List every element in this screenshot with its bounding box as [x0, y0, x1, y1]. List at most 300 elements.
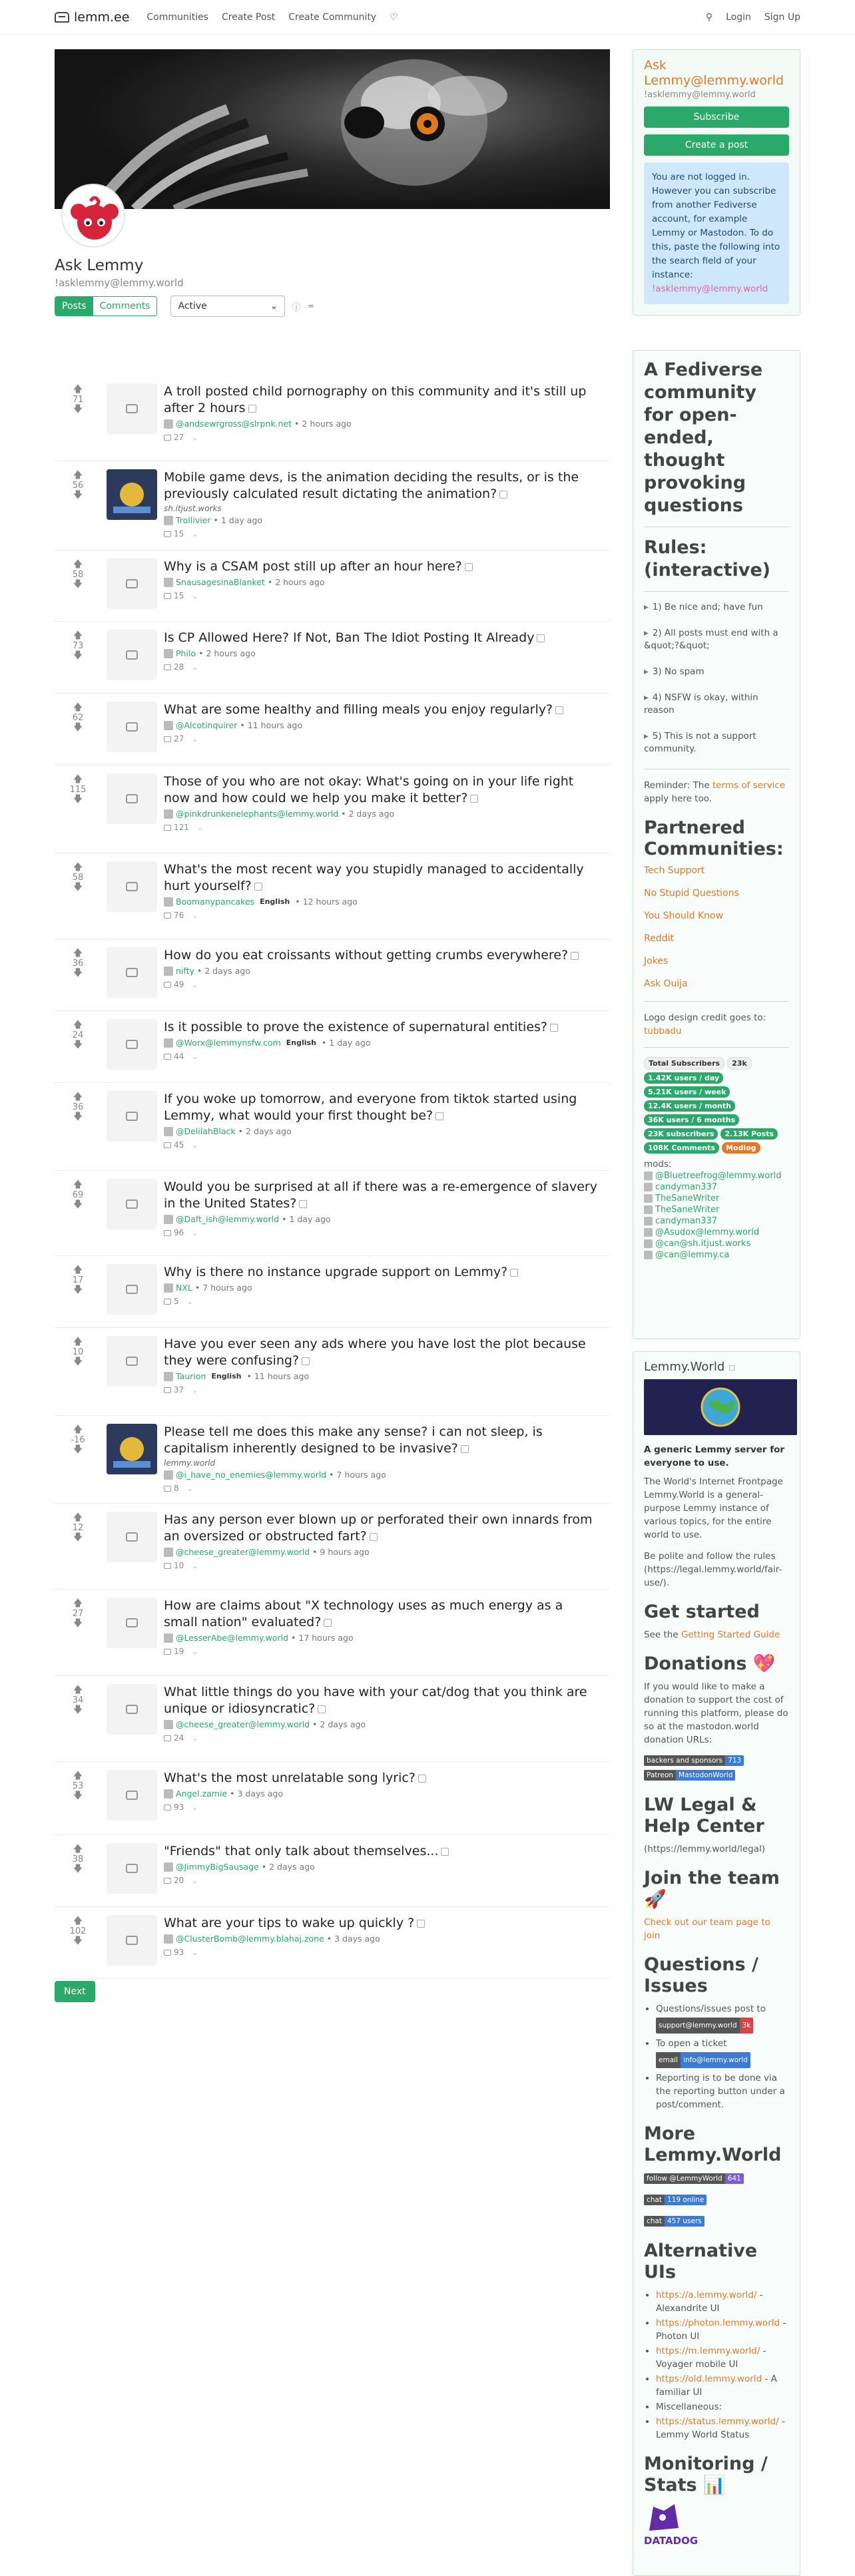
comments-link[interactable]	[164, 1140, 184, 1150]
vote-box	[68, 1092, 88, 1122]
alt-ui-link[interactable]: https://old.lemmy.world	[656, 2374, 762, 2384]
join-team-link[interactable]: Check out our team page to join	[644, 1917, 770, 1941]
expand-icon[interactable]	[418, 1775, 426, 1783]
post-title[interactable]	[164, 630, 599, 646]
upvote-icon[interactable]: 🡅	[73, 384, 83, 395]
downvote-icon[interactable]: 🡇	[73, 794, 83, 805]
subscriber-badge	[644, 1057, 789, 1070]
post-actions	[164, 734, 599, 744]
more-heading: More Lemmy.World	[644, 2123, 782, 2165]
post-item	[55, 939, 610, 1011]
upvote-icon[interactable]: 🡅	[73, 702, 83, 713]
post-title-text: Is CP Allowed Here? If Not, Ban The Idiot Posting It Already	[164, 630, 535, 645]
post-author-link[interactable]: Boomanypancakes	[176, 897, 255, 907]
comments-link[interactable]	[164, 823, 189, 832]
post-thumbnail[interactable]	[107, 1684, 157, 1735]
more-actions-icon[interactable]: ⌄	[192, 1140, 198, 1150]
navbar	[0, 0, 855, 35]
downvote-icon[interactable]: 🡇	[73, 1532, 83, 1543]
comments-link[interactable]	[164, 1385, 184, 1395]
vote-score: 102	[69, 1926, 87, 1936]
post-actions	[164, 1228, 599, 1237]
expand-icon[interactable]	[254, 883, 262, 891]
posts-toggle-button[interactable]: Posts	[55, 297, 93, 316]
mod-item[interactable]	[644, 1205, 789, 1215]
more-actions-icon[interactable]: ⌄	[192, 1385, 198, 1395]
partner-link[interactable]: No Stupid Questions	[644, 888, 739, 899]
backers-badge-label: backers and sponsors	[644, 1755, 725, 1766]
post-title[interactable]	[164, 947, 599, 964]
avatar	[644, 1239, 653, 1248]
sidebar-community-handle: !asklemmy@lemmy.world	[644, 90, 756, 100]
post-time: 3 days ago	[334, 1934, 380, 1944]
post-title[interactable]	[164, 1598, 599, 1631]
text-post-icon	[126, 650, 138, 660]
post-author-link[interactable]: @Daft_ish@lemmy.world	[176, 1214, 280, 1224]
post-title[interactable]	[164, 1770, 599, 1787]
rss-icon[interactable]: ≖	[307, 301, 315, 312]
post-body	[164, 1598, 599, 1656]
post-item	[55, 1011, 610, 1083]
post-author-link[interactable]: Angel.zamie	[176, 1789, 228, 1799]
post-meta	[164, 1283, 599, 1293]
post-author-link[interactable]: @JimmyBigSausage	[176, 1862, 259, 1872]
downvote-icon[interactable]: 🡇	[73, 1864, 83, 1874]
comments-link[interactable]	[164, 1228, 184, 1237]
expand-icon[interactable]	[550, 1024, 558, 1032]
post-title[interactable]	[164, 1684, 599, 1717]
alt-ui-link[interactable]: https://m.lemmy.world/	[656, 2346, 760, 2356]
expand-icon[interactable]	[248, 405, 256, 413]
post-item	[55, 1676, 610, 1762]
post-thumbnail[interactable]	[107, 1915, 157, 1966]
more-actions-icon[interactable]: ⌄	[192, 662, 198, 672]
post-actions	[164, 1733, 599, 1743]
upvote-icon[interactable]: 🡅	[73, 862, 83, 873]
post-title[interactable]	[164, 702, 599, 718]
post-author-link[interactable]: @DelilahBlack	[176, 1126, 236, 1136]
post-author-link[interactable]: @Alcotinquirer	[176, 720, 238, 730]
downvote-icon[interactable]: 🡇	[73, 1705, 83, 1715]
questions-list	[644, 2002, 789, 2111]
post-title[interactable]	[164, 1264, 599, 1281]
expand-icon[interactable]	[370, 1533, 378, 1541]
post-thumbnail[interactable]	[107, 1336, 157, 1387]
post-thumbnail[interactable]	[107, 1512, 157, 1562]
avatar	[644, 1183, 653, 1191]
post-title[interactable]	[164, 1091, 599, 1124]
post-title[interactable]	[164, 1179, 599, 1212]
rule-item[interactable]: ▸ 5) This is not a support community.	[644, 730, 789, 755]
post-time: 2 hours ago	[302, 419, 352, 429]
rule-item[interactable]: ▸ 3) No spam	[644, 666, 789, 678]
comments-link[interactable]	[164, 1803, 184, 1812]
mod-item[interactable]	[644, 1239, 789, 1249]
post-title[interactable]	[164, 1424, 599, 1457]
subscribe-button[interactable]: Subscribe	[644, 107, 789, 128]
post-actions	[164, 1140, 599, 1150]
avatar	[164, 897, 173, 907]
post-thumbnail[interactable]	[107, 383, 157, 434]
more-actions-icon[interactable]: ⌄	[192, 1948, 198, 1957]
chat-badge-label: chat	[644, 2216, 665, 2227]
avatar	[164, 1215, 173, 1224]
comments-link[interactable]	[164, 1297, 179, 1306]
more-actions-icon[interactable]: ⌄	[192, 1803, 198, 1812]
downvote-icon[interactable]: 🡇	[73, 490, 83, 501]
post-author-link[interactable]: @cheese_greater@lemmy.world	[176, 1719, 310, 1729]
help-icon[interactable]: ⓘ	[292, 302, 301, 313]
vote-score: 73	[72, 641, 84, 651]
avatar	[164, 1789, 173, 1799]
post-title[interactable]	[164, 1512, 599, 1545]
mod-item[interactable]	[644, 1216, 789, 1226]
post-title-text: Is it possible to prove the existence of supernatural entities?	[164, 1020, 547, 1034]
upvote-icon[interactable]: 🡅	[73, 1020, 83, 1030]
post-domain[interactable]: lemmy.world	[164, 1458, 216, 1468]
alt-ui-desc: - Lemmy World Status	[656, 2416, 785, 2440]
downvote-icon[interactable]: 🡇	[73, 404, 83, 415]
logo-credit-user-link[interactable]: tubbadu	[644, 1026, 682, 1036]
post-thumbnail[interactable]	[107, 947, 157, 998]
comment-count: 20	[174, 1876, 184, 1885]
post-title-text: What's the most unrelatable song lyric?	[164, 1771, 416, 1785]
expand-icon[interactable]	[555, 706, 563, 714]
comments-link[interactable]	[164, 734, 184, 744]
expand-icon[interactable]	[441, 1848, 449, 1856]
post-body	[164, 861, 599, 920]
avatar	[164, 809, 173, 819]
divider	[644, 1047, 789, 1048]
post-author-link[interactable]: @i_have_no_enemies@lemmy.world	[176, 1470, 327, 1480]
upvote-icon[interactable]: 🡅	[73, 1424, 83, 1435]
notice-handle-link[interactable]: !asklemmy@lemmy.world	[652, 284, 768, 294]
post-meta	[164, 809, 599, 819]
post-meta	[164, 1633, 599, 1643]
expand-icon[interactable]	[571, 952, 579, 960]
post-body	[164, 1019, 599, 1061]
post-author-link[interactable]: Philo	[176, 648, 196, 658]
downvote-icon[interactable]: 🡇	[73, 882, 83, 893]
more-actions-icon[interactable]: ⌄	[192, 1561, 198, 1570]
post-body	[164, 630, 599, 672]
post-author-link[interactable]: SnausagesinaBlanket	[176, 577, 265, 587]
downvote-icon[interactable]: 🡇	[73, 1199, 83, 1210]
post-thumbnail[interactable]	[107, 1843, 157, 1894]
upvote-icon[interactable]: 🡅	[73, 1916, 83, 1926]
more-actions-icon[interactable]: ⌄	[192, 1647, 198, 1656]
expand-icon[interactable]	[461, 1445, 469, 1453]
downvote-icon[interactable]: 🡇	[73, 1040, 83, 1050]
post-author-link[interactable]: Taurion	[176, 1371, 206, 1381]
more-actions-icon[interactable]: ⌄	[192, 1052, 198, 1061]
create-post-button[interactable]: Create a post	[644, 134, 789, 156]
post-time: 12 hours ago	[302, 897, 358, 907]
partner-link[interactable]: Jokes	[644, 956, 669, 966]
comments-link[interactable]	[164, 980, 184, 989]
post-author-link[interactable]: nifty	[176, 966, 194, 976]
login-link[interactable]: Login	[726, 11, 751, 23]
modlog-badge[interactable]: Modlog	[722, 1142, 760, 1154]
mod-item[interactable]	[644, 1250, 789, 1260]
nav-create-community-link[interactable]: Create Community	[288, 11, 377, 23]
upvote-icon[interactable]: 🡅	[73, 948, 83, 959]
comments-link[interactable]	[164, 591, 184, 600]
chat-badge[interactable]	[644, 2195, 707, 2205]
more-actions-icon[interactable]: ⌄	[196, 823, 204, 832]
post-author-link[interactable]: NXL	[176, 1283, 192, 1293]
post-title[interactable]	[164, 1336, 599, 1369]
support-badge[interactable]	[656, 2018, 753, 2034]
post-title-text: Have you ever seen any ads where you have lost the plot because they were confusing?	[164, 1337, 586, 1368]
partner-link[interactable]: You Should Know	[644, 911, 724, 921]
comments-link[interactable]	[164, 911, 184, 920]
legal-link[interactable]: (https://lemmy.world/legal)	[644, 1844, 766, 1854]
alt-ui-link[interactable]: https://a.lemmy.world/	[656, 2290, 757, 2300]
partnered-heading: Partnered Communities:	[644, 817, 784, 859]
instance-title[interactable]	[644, 1360, 789, 1374]
text-post-icon	[126, 882, 138, 891]
mod-item[interactable]	[644, 1171, 789, 1181]
downvote-icon[interactable]: 🡇	[73, 1112, 83, 1122]
post-item	[55, 765, 610, 853]
next-page-button[interactable]: Next	[55, 1981, 95, 2002]
upvote-icon[interactable]: 🡅	[73, 470, 83, 481]
post-meta	[164, 577, 599, 587]
downvote-icon[interactable]: 🡇	[73, 1444, 83, 1455]
heart-icon[interactable]: ♡	[390, 11, 398, 23]
mod-name: candyman337	[655, 1182, 717, 1192]
expand-icon[interactable]	[318, 1705, 326, 1713]
downvote-icon[interactable]: 🡇	[73, 722, 83, 733]
post-thumbnail[interactable]	[107, 558, 157, 609]
sidebar-community-title[interactable]: Ask Lemmy@lemmy.world	[644, 58, 784, 88]
post-title[interactable]	[164, 383, 599, 417]
downvote-icon[interactable]: 🡇	[73, 650, 83, 661]
expand-icon[interactable]	[510, 1269, 518, 1277]
post-meta	[164, 1862, 599, 1872]
partner-link[interactable]: Tech Support	[644, 865, 705, 876]
post-title[interactable]	[164, 558, 599, 575]
comment-count: 37	[174, 1385, 184, 1395]
upvote-icon[interactable]: 🡅	[73, 630, 83, 641]
more-actions-icon[interactable]: ⌄	[192, 1228, 198, 1237]
sort-select-value: Active	[178, 301, 207, 312]
q-item-text: Questions/issues post to	[656, 2004, 766, 2014]
comments-link[interactable]	[164, 1561, 184, 1570]
post-author-link[interactable]: @Worx@lemmynsfw.com	[176, 1038, 281, 1048]
more-actions-icon[interactable]: ⌄	[192, 911, 198, 920]
partner-link[interactable]: Ask Ouija	[644, 978, 688, 989]
post-author-link[interactable]: @andsewrgross@slrpnk.net	[176, 419, 292, 429]
text-post-icon	[126, 1532, 138, 1542]
expand-icon[interactable]	[435, 1112, 443, 1120]
post-actions	[164, 662, 599, 672]
brand-link[interactable]	[55, 10, 129, 25]
post-title[interactable]	[164, 1915, 599, 1932]
downvote-icon[interactable]: 🡇	[73, 579, 83, 590]
upvote-icon[interactable]: 🡅	[73, 1265, 83, 1275]
more-actions-icon[interactable]: ⌄	[186, 1297, 193, 1306]
upvote-icon[interactable]: 🡅	[73, 1092, 83, 1102]
post-thumbnail[interactable]	[107, 702, 157, 752]
comments-link[interactable]	[164, 1052, 184, 1061]
post-title[interactable]	[164, 861, 599, 895]
vote-box	[68, 1916, 88, 1946]
upvote-icon[interactable]: 🡅	[73, 1180, 83, 1190]
comments-link[interactable]	[164, 1876, 184, 1885]
downvote-icon[interactable]: 🡇	[73, 1618, 83, 1629]
comments-link[interactable]	[164, 1647, 184, 1656]
comment-icon	[164, 1878, 171, 1884]
post-title[interactable]	[164, 773, 599, 807]
post-thumbnail[interactable]	[107, 1770, 157, 1821]
post-title[interactable]	[164, 1019, 599, 1036]
expand-icon[interactable]	[499, 491, 507, 499]
backers-badge[interactable]	[644, 1755, 744, 1766]
more-actions-icon[interactable]: ⌄	[192, 591, 198, 600]
search-icon[interactable]: ⚲	[705, 11, 713, 23]
upvote-icon[interactable]: 🡅	[73, 1771, 83, 1781]
comment-icon	[164, 1054, 171, 1060]
post-title[interactable]	[164, 469, 599, 503]
downvote-icon[interactable]: 🡇	[73, 1936, 83, 1946]
vote-box	[68, 385, 88, 415]
post-title-text: Why is a CSAM post still up after an hour here?	[164, 559, 462, 574]
lemur-banner-image	[55, 49, 610, 209]
mod-item[interactable]	[644, 1227, 789, 1237]
community-handle: !asklemmy@lemmy.world	[55, 277, 184, 289]
post-item	[55, 1835, 610, 1907]
more-actions-icon[interactable]: ⌄	[192, 529, 198, 538]
post-author-link[interactable]: @LesserAbe@lemmy.world	[176, 1633, 288, 1643]
upvote-icon[interactable]: 🡅	[73, 1512, 83, 1523]
instance-card	[633, 1351, 800, 2576]
upvote-icon[interactable]: 🡅	[73, 1337, 83, 1347]
downvote-icon[interactable]: 🡇	[73, 1285, 83, 1295]
mod-item[interactable]	[644, 1193, 789, 1203]
follow-badge-value: 641	[725, 2173, 744, 2184]
terms-of-service-link[interactable]: terms of service	[712, 780, 786, 791]
comment-count: 76	[174, 911, 184, 920]
comments-link[interactable]	[164, 433, 184, 442]
post-thumbnail[interactable]	[107, 773, 157, 824]
comments-link[interactable]	[164, 1733, 184, 1743]
rule-item[interactable]: ▸ 4) NSFW is okay, within reason	[644, 692, 789, 717]
comments-link[interactable]	[164, 662, 184, 672]
comment-icon	[164, 736, 171, 742]
vote-box	[68, 560, 88, 590]
more-actions-icon[interactable]: ⌄	[192, 1876, 198, 1885]
upvote-icon[interactable]: 🡅	[73, 1844, 83, 1854]
upvote-icon[interactable]: 🡅	[73, 774, 83, 785]
post-author-link[interactable]: @pinkdrunkenelephants@lemmy.world	[176, 809, 339, 819]
instance-title-text: Lemmy.World	[644, 1360, 725, 1374]
post-author-link[interactable]: @ClusterBomb@lemmy.blahaj.zone	[176, 1934, 324, 1944]
comments-link[interactable]	[164, 1948, 184, 1957]
sort-select[interactable]	[170, 296, 285, 317]
post-title-text: What's the most recent way you stupidly managed to accidentally hurt yourself?	[164, 862, 584, 893]
comments-link[interactable]	[164, 529, 184, 538]
post-domain[interactable]: sh.itjust.works	[164, 504, 222, 513]
get-started-heading: Get started	[644, 1602, 760, 1622]
getting-started-guide-link[interactable]: Getting Started Guide	[681, 1629, 780, 1640]
avatar	[644, 1217, 653, 1225]
post-thumbnail[interactable]	[107, 1264, 157, 1315]
more-actions-icon[interactable]: ⌄	[192, 980, 198, 989]
vote-score: 53	[72, 1781, 84, 1791]
post-body	[164, 1512, 599, 1570]
post-author-link[interactable]: Trollivier	[176, 515, 211, 525]
email-badge[interactable]	[656, 2052, 750, 2068]
comment-icon	[164, 1805, 171, 1811]
nav-communities-link[interactable]: Communities	[146, 11, 208, 23]
more-actions-icon[interactable]: ⌄	[192, 734, 198, 744]
post-thumbnail[interactable]	[107, 1598, 157, 1648]
expand-icon[interactable]	[302, 1357, 310, 1365]
post-thumbnail[interactable]	[107, 1179, 157, 1229]
list-item	[656, 2372, 789, 2399]
post-title[interactable]	[164, 1843, 599, 1860]
downvote-icon[interactable]: 🡇	[73, 1791, 83, 1801]
rule-item[interactable]: ▸ 2) All posts must end with a &quot;?&quot;	[644, 627, 789, 652]
follow-badge[interactable]	[644, 2173, 744, 2184]
mod-item[interactable]	[644, 1182, 789, 1192]
more-actions-icon[interactable]: ⌄	[192, 1733, 198, 1743]
post-thumbnail[interactable]	[107, 1424, 157, 1474]
avatar	[164, 1934, 173, 1944]
post-thumbnail[interactable]	[107, 861, 157, 912]
post-thumbnail[interactable]	[107, 469, 157, 520]
post-item	[55, 1762, 610, 1835]
post-thumbnail[interactable]	[107, 630, 157, 680]
comment-count: 24	[174, 1733, 184, 1743]
expand-icon[interactable]	[417, 1920, 425, 1928]
questions-heading: Questions / Issues	[644, 1954, 758, 1996]
chat-badge[interactable]	[644, 2216, 705, 2227]
comment-icon	[164, 531, 171, 537]
upvote-icon[interactable]: 🡅	[73, 1598, 83, 1609]
expand-icon[interactable]	[465, 563, 473, 571]
post-time: 1 day ago	[220, 515, 262, 525]
patreon-badge[interactable]	[644, 1770, 735, 1781]
alt-ui-link[interactable]: https://photon.lemmy.world	[656, 2318, 780, 2328]
downvote-icon[interactable]: 🡇	[73, 968, 83, 978]
partner-link[interactable]: Reddit	[644, 933, 674, 944]
more-actions-icon[interactable]: ⌄	[192, 433, 198, 442]
post-thumbnail[interactable]	[107, 1091, 157, 1142]
post-thumbnail[interactable]	[107, 1019, 157, 1070]
post-meta	[164, 720, 599, 730]
avatar	[644, 1205, 653, 1214]
signup-link[interactable]: Sign Up	[764, 11, 800, 23]
donations-heading: Donations 💖	[644, 1653, 776, 1674]
upvote-icon[interactable]: 🡅	[73, 559, 83, 570]
expand-icon[interactable]	[470, 795, 478, 803]
more-actions-icon[interactable]: ⌄	[186, 1484, 193, 1493]
comments-toggle-button[interactable]: Comments	[93, 297, 157, 316]
expand-icon[interactable]	[537, 634, 545, 642]
upvote-icon[interactable]: 🡅	[73, 1685, 83, 1695]
nav-create-post-link[interactable]: Create Post	[221, 11, 276, 23]
downvote-icon[interactable]: 🡇	[73, 1357, 83, 1367]
expand-icon[interactable]	[324, 1619, 332, 1627]
post-author-link[interactable]: @cheese_greater@lemmy.world	[176, 1547, 310, 1557]
alt-ui-link[interactable]: https://status.lemmy.world/	[656, 2416, 779, 2427]
comments-link[interactable]	[164, 1484, 179, 1493]
expand-icon[interactable]	[299, 1200, 307, 1208]
rule-item[interactable]: ▸ 1) Be nice and; have fun	[644, 601, 789, 614]
